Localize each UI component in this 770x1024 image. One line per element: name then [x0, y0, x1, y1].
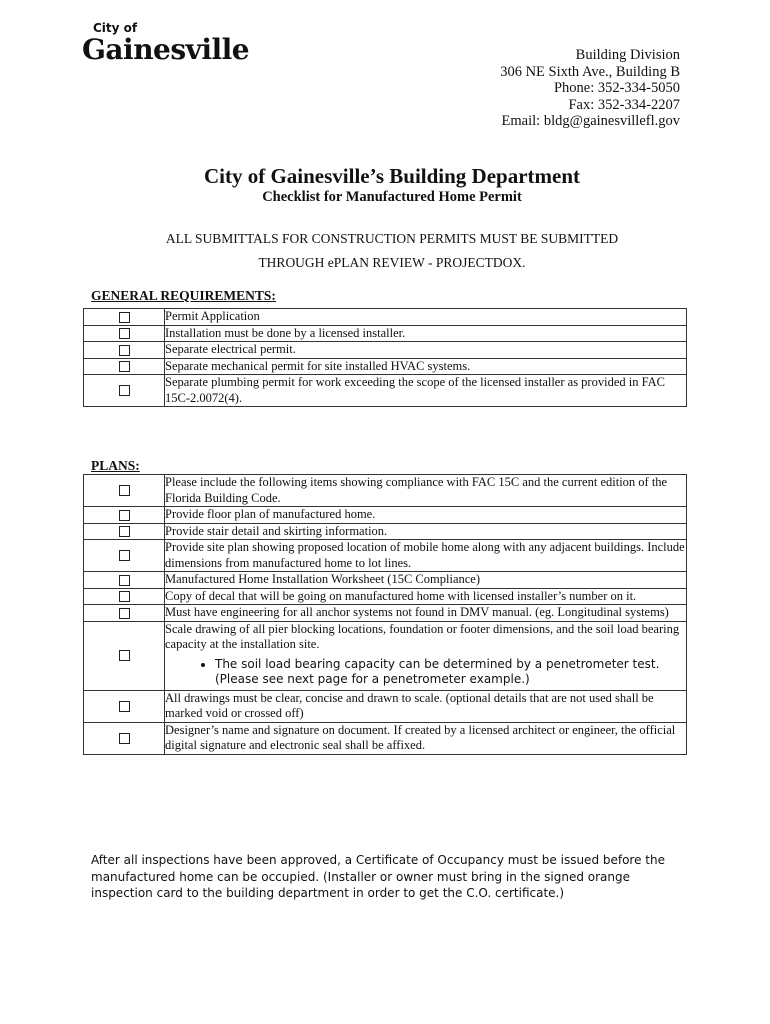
general-requirements-table [83, 308, 687, 407]
checklist-row [84, 325, 687, 342]
general-requirements-heading: GENERAL REQUIREMENTS: [91, 288, 276, 303]
submittal-notice-line-1: ALL SUBMITTALS FOR CONSTRUCTION PERMITS MUST BE SUBMITTED [165, 231, 619, 246]
email: Email: bldg@gainesvillefl.gov [501, 113, 680, 130]
checkbox[interactable] [119, 361, 130, 372]
checkbox[interactable] [119, 485, 130, 496]
checklist-item-text: Manufactured Home Installation Worksheet (15C Compliance) [165, 572, 687, 589]
checklist-item-text: Provide floor plan of manufactured home. [165, 507, 687, 524]
checkbox[interactable] [119, 345, 130, 356]
logo-gainesville: Gainesville [82, 33, 250, 66]
checklist-row [84, 605, 687, 622]
checkbox[interactable] [119, 328, 130, 339]
checklist-item-text: Separate mechanical permit for site installed HVAC systems. [165, 358, 687, 375]
checklist-item-text: Copy of decal that will be going on manufactured home with licensed installer’s number on it. [165, 588, 687, 605]
checklist-row [84, 309, 687, 326]
page-title: City of Gainesville’s Building Department [203, 164, 581, 188]
checklist-row [84, 588, 687, 605]
checklist-item-text: Designer’s name and signature on document. If created by a licensed architect or engineer, the official digital signature and electronic seal shall be affixed. [165, 722, 687, 754]
checklist-item-text: Please include the following items showing compliance with FAC 15C and the current edition of the Florida Building Code. [165, 475, 687, 507]
checklist-item-text: Installation must be done by a licensed installer. [165, 325, 687, 342]
checklist-item-text: All drawings must be clear, concise and drawn to scale. (optional details that are not used shall be marked void or crossed off) [165, 690, 687, 722]
checkbox[interactable] [119, 510, 130, 521]
checklist-item-text: Must have engineering for all anchor systems not found in DMV manual. (eg. Longitudinal systems) [165, 605, 687, 622]
sub-bullet-item: • The soil load bearing capacity can be determined by a penetrometer test. (Please see next page for a penetrometer example.) [215, 657, 686, 688]
checklist-row [84, 358, 687, 375]
checkbox[interactable] [119, 733, 130, 744]
checklist-row [84, 540, 687, 572]
logo-city-of: City of [93, 21, 138, 35]
plans-table [83, 474, 687, 755]
checklist-row [84, 690, 687, 722]
checklist-row [84, 375, 687, 407]
fax: Fax: 352-334-2207 [568, 96, 680, 113]
city-logo [82, 22, 249, 65]
contact-block [500, 47, 680, 130]
checklist-item-text: Permit Application [165, 309, 687, 326]
checklist-row [84, 523, 687, 540]
address: 306 NE Sixth Ave., Building B [500, 63, 680, 80]
checklist-row [84, 572, 687, 589]
sub-bullet-list [165, 657, 686, 688]
checklist-row [84, 621, 687, 690]
checkbox[interactable] [119, 701, 130, 712]
checklist-item-text: Separate electrical permit. [165, 342, 687, 359]
checkbox[interactable] [119, 650, 130, 661]
plans-heading: PLANS: [91, 458, 140, 473]
checklist-row [84, 475, 687, 507]
checklist-row [84, 722, 687, 754]
checkbox[interactable] [119, 526, 130, 537]
checklist-item-text: Provide stair detail and skirting information. [165, 523, 687, 540]
checkbox[interactable] [119, 385, 130, 396]
checkbox[interactable] [119, 312, 130, 323]
checkbox[interactable] [119, 575, 130, 586]
page-subtitle: Checklist for Manufactured Home Permit [262, 189, 522, 205]
checklist-item-text: Separate plumbing permit for work exceeding the scope of the licensed installer as provided in FAC 15C-2.0072(4). [165, 375, 687, 407]
checklist-item-text: Provide site plan showing proposed location of mobile home along with any adjacent buildings. Include dimensions from manufactured home to lot lines. [165, 540, 685, 570]
submittal-notice-line-2: THROUGH ePLAN REVIEW - PROJECTDOX. [258, 255, 526, 270]
checkbox[interactable] [119, 608, 130, 619]
checklist-row [84, 507, 687, 524]
checklist-item-text: Scale drawing of all pier blocking locations, foundation or footer dimensions, and the soil load bearing capacity at the installation site. [165, 621, 680, 651]
closing-paragraph: After all inspections have been approved, a Certificate of Occupancy must be issued before the manufactured home can be occupied. (Installer or owner must bring in the signed orange inspection card to the building department in order to get the C.O. certificate.) [91, 853, 665, 900]
checkbox[interactable] [119, 591, 130, 602]
phone: Phone: 352-334-5050 [553, 80, 680, 97]
checkbox[interactable] [119, 550, 130, 561]
division-name: Building Division [575, 47, 680, 63]
checklist-row [84, 342, 687, 359]
